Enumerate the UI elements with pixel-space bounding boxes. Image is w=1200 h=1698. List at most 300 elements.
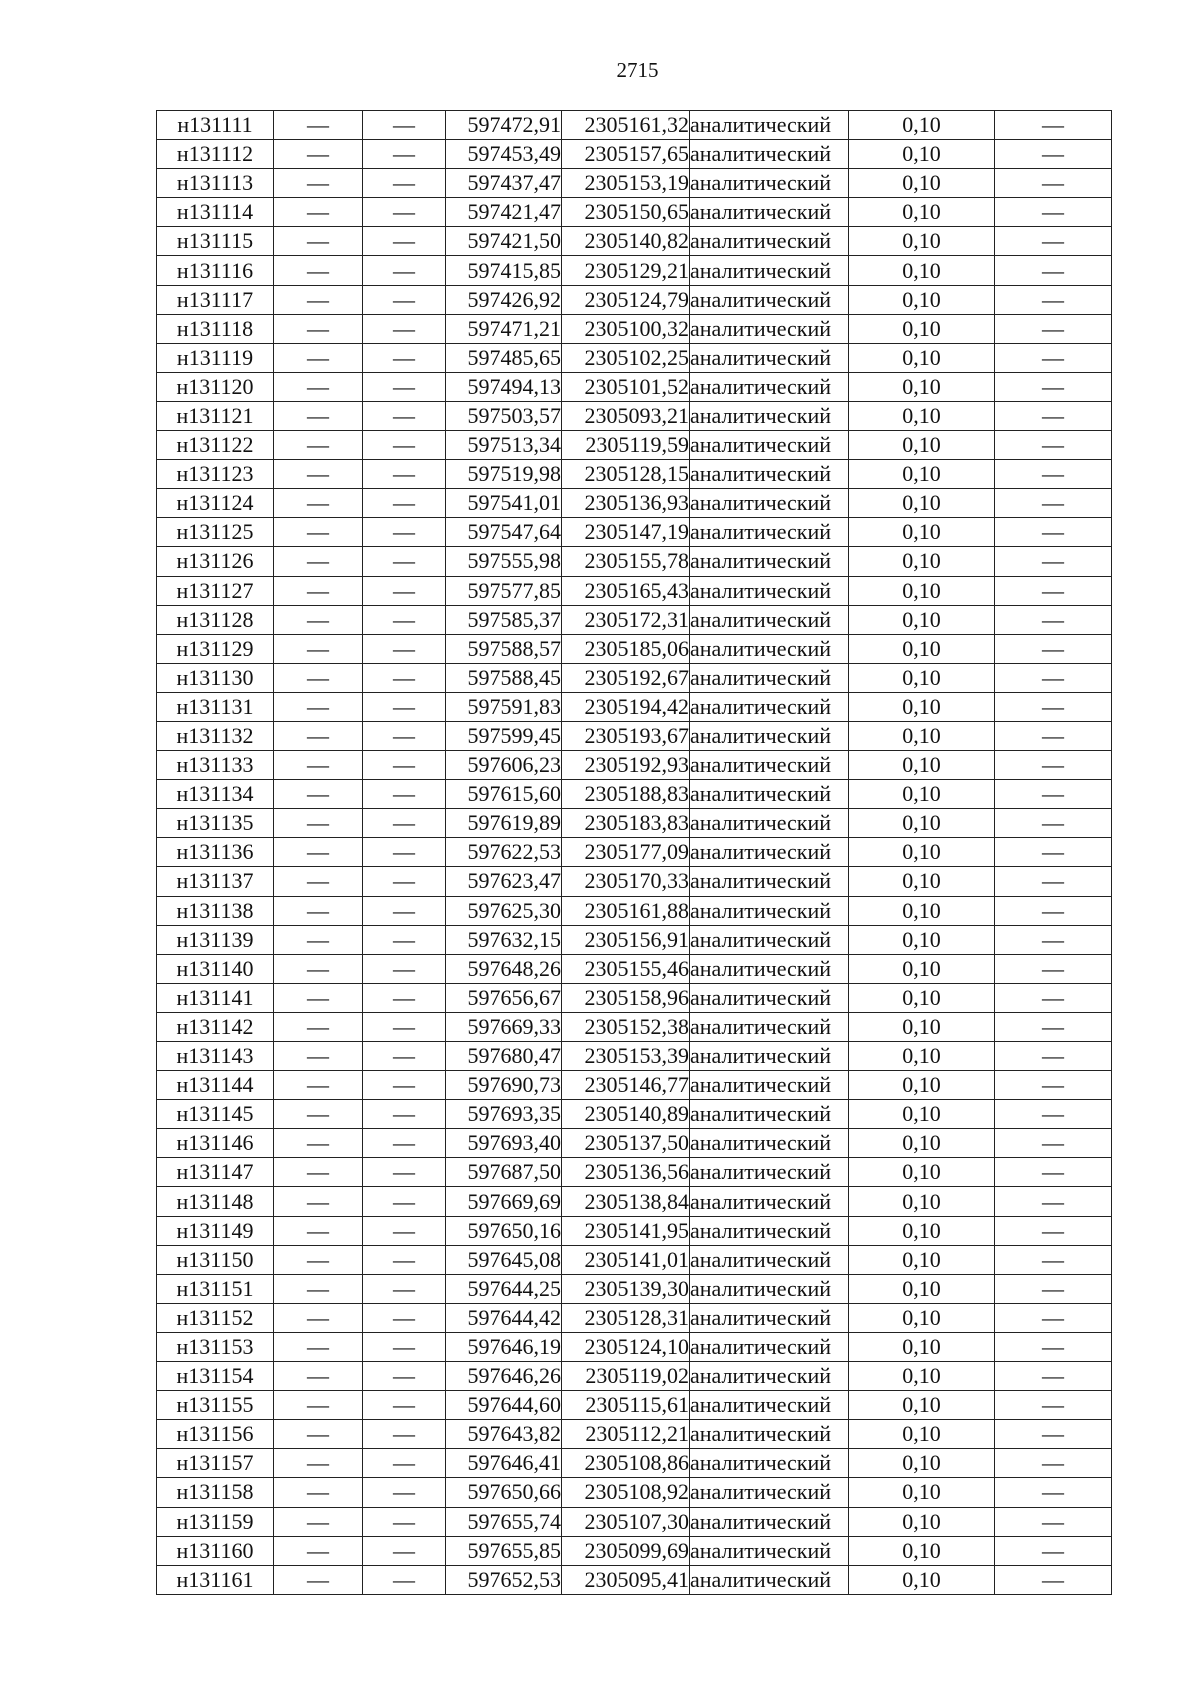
y-coordinate-cell xyxy=(562,605,690,634)
y-coordinate-text: 2305093,21 xyxy=(584,402,689,428)
empty-cell xyxy=(995,1158,1112,1187)
dash-mark: — xyxy=(307,490,329,516)
empty-cell xyxy=(363,401,446,430)
empty-cell xyxy=(274,1478,363,1507)
table-row xyxy=(157,431,1112,460)
table-row xyxy=(157,721,1112,750)
empty-cell xyxy=(995,1536,1112,1565)
accuracy-text: 0,10 xyxy=(902,752,941,778)
method-cell xyxy=(690,1129,849,1158)
accuracy-text: 0,10 xyxy=(902,112,941,138)
point-id-cell xyxy=(157,198,274,227)
empty-cell xyxy=(995,1391,1112,1420)
dash-mark: — xyxy=(393,461,415,487)
y-coordinate-cell xyxy=(562,1536,690,1565)
empty-cell xyxy=(363,1332,446,1361)
dash-mark: — xyxy=(393,1072,415,1098)
dash-mark: — xyxy=(307,1392,329,1418)
method-cell xyxy=(690,780,849,809)
dash-mark: — xyxy=(307,810,329,836)
empty-cell xyxy=(995,1042,1112,1071)
y-coordinate-text: 2305108,86 xyxy=(584,1450,689,1476)
method-text: аналитический xyxy=(690,286,832,312)
empty-cell xyxy=(274,1129,363,1158)
point-id-text: н131126 xyxy=(176,548,254,574)
x-coordinate-text: 597513,34 xyxy=(467,432,561,458)
y-coordinate-text: 2305099,69 xyxy=(584,1537,689,1563)
dash-mark: — xyxy=(1042,1246,1064,1272)
x-coordinate-cell xyxy=(446,1042,562,1071)
y-coordinate-cell xyxy=(562,634,690,663)
x-coordinate-cell xyxy=(446,1507,562,1536)
accuracy-text: 0,10 xyxy=(902,1101,941,1127)
y-coordinate-cell xyxy=(562,401,690,430)
point-id-cell xyxy=(157,227,274,256)
x-coordinate-cell xyxy=(446,1565,562,1594)
dash-mark: — xyxy=(307,1421,329,1447)
dash-mark: — xyxy=(393,548,415,574)
dash-mark: — xyxy=(307,1217,329,1243)
y-coordinate-cell xyxy=(562,111,690,140)
dash-mark: — xyxy=(307,839,329,865)
dash-mark: — xyxy=(393,1333,415,1359)
empty-cell xyxy=(274,867,363,896)
x-coordinate-text: 597687,50 xyxy=(467,1159,561,1185)
method-text: аналитический xyxy=(690,1013,832,1039)
accuracy-text: 0,10 xyxy=(902,723,941,749)
accuracy-text: 0,10 xyxy=(902,1363,941,1389)
point-id-text: н131119 xyxy=(176,344,254,370)
point-id-cell xyxy=(157,1129,274,1158)
y-coordinate-cell xyxy=(562,809,690,838)
method-text: аналитический xyxy=(690,199,832,225)
point-id-cell xyxy=(157,431,274,460)
dash-mark: — xyxy=(307,199,329,225)
method-text: аналитический xyxy=(690,1392,832,1418)
y-coordinate-text: 2305177,09 xyxy=(584,839,689,865)
point-id-cell xyxy=(157,983,274,1012)
method-cell xyxy=(690,227,849,256)
point-id-cell xyxy=(157,1274,274,1303)
dash-mark: — xyxy=(393,955,415,981)
dash-mark: — xyxy=(1042,606,1064,632)
x-coordinate-text: 597650,16 xyxy=(467,1217,561,1243)
y-coordinate-cell xyxy=(562,983,690,1012)
empty-cell xyxy=(274,1245,363,1274)
method-cell xyxy=(690,256,849,285)
y-coordinate-cell xyxy=(562,780,690,809)
x-coordinate-cell xyxy=(446,518,562,547)
method-cell xyxy=(690,838,849,867)
point-id-cell xyxy=(157,1478,274,1507)
y-coordinate-text: 2305128,31 xyxy=(584,1304,689,1330)
method-cell xyxy=(690,605,849,634)
empty-cell xyxy=(274,401,363,430)
x-coordinate-cell xyxy=(446,1129,562,1158)
x-coordinate-text: 597619,89 xyxy=(467,810,561,836)
empty-cell xyxy=(274,983,363,1012)
point-id-cell xyxy=(157,1332,274,1361)
x-coordinate-text: 597485,65 xyxy=(467,344,561,370)
point-id-cell xyxy=(157,634,274,663)
point-id-cell xyxy=(157,1071,274,1100)
empty-cell xyxy=(363,285,446,314)
x-coordinate-cell xyxy=(446,896,562,925)
x-coordinate-text: 597415,85 xyxy=(467,257,561,283)
accuracy-text: 0,10 xyxy=(902,170,941,196)
dash-mark: — xyxy=(307,781,329,807)
empty-cell xyxy=(995,169,1112,198)
y-coordinate-text: 2305161,32 xyxy=(584,112,689,138)
table-row xyxy=(157,489,1112,518)
point-id-text: н131157 xyxy=(176,1450,254,1476)
dash-mark: — xyxy=(393,1392,415,1418)
accuracy-text: 0,10 xyxy=(902,1421,941,1447)
x-coordinate-text: 597453,49 xyxy=(467,141,561,167)
x-coordinate-text: 597437,47 xyxy=(467,170,561,196)
y-coordinate-text: 2305152,38 xyxy=(584,1013,689,1039)
y-coordinate-text: 2305193,67 xyxy=(584,723,689,749)
method-cell xyxy=(690,896,849,925)
accuracy-cell xyxy=(849,460,995,489)
x-coordinate-text: 597615,60 xyxy=(467,781,561,807)
dash-mark: — xyxy=(1042,1159,1064,1185)
x-coordinate-text: 597669,33 xyxy=(467,1013,561,1039)
method-text: аналитический xyxy=(690,141,832,167)
method-cell xyxy=(690,1536,849,1565)
y-coordinate-text: 2305115,61 xyxy=(585,1392,689,1418)
dash-mark: — xyxy=(307,141,329,167)
y-coordinate-text: 2305101,52 xyxy=(584,373,689,399)
dash-mark: — xyxy=(393,1043,415,1069)
dash-mark: — xyxy=(1042,548,1064,574)
accuracy-text: 0,10 xyxy=(902,1304,941,1330)
method-cell xyxy=(690,1565,849,1594)
dash-mark: — xyxy=(307,955,329,981)
empty-cell xyxy=(995,518,1112,547)
empty-cell xyxy=(995,1274,1112,1303)
empty-cell xyxy=(363,227,446,256)
dash-mark: — xyxy=(393,781,415,807)
y-coordinate-text: 2305170,33 xyxy=(584,868,689,894)
y-coordinate-text: 2305146,77 xyxy=(584,1072,689,1098)
x-coordinate-cell xyxy=(446,751,562,780)
dash-mark: — xyxy=(393,519,415,545)
empty-cell xyxy=(363,751,446,780)
empty-cell xyxy=(995,896,1112,925)
empty-cell xyxy=(995,343,1112,372)
dash-mark: — xyxy=(1042,1043,1064,1069)
dash-mark: — xyxy=(393,1508,415,1534)
empty-cell xyxy=(995,692,1112,721)
empty-cell xyxy=(363,1391,446,1420)
point-id-cell xyxy=(157,751,274,780)
dash-mark: — xyxy=(393,693,415,719)
method-cell xyxy=(690,431,849,460)
point-id-cell xyxy=(157,1012,274,1041)
table-row xyxy=(157,1362,1112,1391)
dash-mark: — xyxy=(307,606,329,632)
table-row xyxy=(157,1449,1112,1478)
accuracy-cell xyxy=(849,605,995,634)
y-coordinate-text: 2305155,46 xyxy=(584,955,689,981)
dash-mark: — xyxy=(1042,1363,1064,1389)
method-text: аналитический xyxy=(690,519,832,545)
method-cell xyxy=(690,1420,849,1449)
dash-mark: — xyxy=(393,257,415,283)
accuracy-text: 0,10 xyxy=(902,1013,941,1039)
accuracy-text: 0,10 xyxy=(902,664,941,690)
y-coordinate-cell xyxy=(562,1187,690,1216)
table-row xyxy=(157,169,1112,198)
table-row xyxy=(157,1391,1112,1420)
y-coordinate-text: 2305119,59 xyxy=(585,432,689,458)
dash-mark: — xyxy=(393,664,415,690)
y-coordinate-text: 2305161,88 xyxy=(584,897,689,923)
empty-cell xyxy=(363,1274,446,1303)
dash-mark: — xyxy=(307,577,329,603)
dash-mark: — xyxy=(1042,664,1064,690)
y-coordinate-cell xyxy=(562,663,690,692)
dash-mark: — xyxy=(393,868,415,894)
empty-cell xyxy=(363,169,446,198)
x-coordinate-cell xyxy=(446,314,562,343)
accuracy-cell xyxy=(849,1012,995,1041)
point-id-cell xyxy=(157,343,274,372)
table-row xyxy=(157,547,1112,576)
x-coordinate-cell xyxy=(446,692,562,721)
method-cell xyxy=(690,663,849,692)
method-text: аналитический xyxy=(690,1275,832,1301)
table-row xyxy=(157,140,1112,169)
y-coordinate-text: 2305140,89 xyxy=(584,1101,689,1127)
empty-cell xyxy=(995,460,1112,489)
accuracy-cell xyxy=(849,1391,995,1420)
point-id-text: н131137 xyxy=(176,868,254,894)
table-row xyxy=(157,1012,1112,1041)
dash-mark: — xyxy=(393,315,415,341)
empty-cell xyxy=(363,692,446,721)
empty-cell xyxy=(995,1245,1112,1274)
y-coordinate-text: 2305150,65 xyxy=(584,199,689,225)
dash-mark: — xyxy=(393,1566,415,1592)
empty-cell xyxy=(363,1536,446,1565)
accuracy-text: 0,10 xyxy=(902,635,941,661)
empty-cell xyxy=(363,314,446,343)
x-coordinate-cell xyxy=(446,285,562,314)
point-id-cell xyxy=(157,780,274,809)
x-coordinate-cell xyxy=(446,372,562,401)
table-row xyxy=(157,256,1112,285)
dash-mark: — xyxy=(1042,344,1064,370)
empty-cell xyxy=(274,954,363,983)
point-id-cell xyxy=(157,314,274,343)
empty-cell xyxy=(363,1449,446,1478)
method-cell xyxy=(690,1187,849,1216)
empty-cell xyxy=(363,576,446,605)
table-row xyxy=(157,1071,1112,1100)
method-text: аналитический xyxy=(690,112,832,138)
y-coordinate-cell xyxy=(562,721,690,750)
method-cell xyxy=(690,372,849,401)
point-id-text: н131142 xyxy=(176,1013,254,1039)
y-coordinate-text: 2305188,83 xyxy=(584,781,689,807)
accuracy-text: 0,10 xyxy=(902,606,941,632)
empty-cell xyxy=(274,605,363,634)
dash-mark: — xyxy=(393,1537,415,1563)
x-coordinate-text: 597652,53 xyxy=(467,1566,561,1592)
point-id-cell xyxy=(157,1565,274,1594)
point-id-cell xyxy=(157,838,274,867)
dash-mark: — xyxy=(393,635,415,661)
y-coordinate-cell xyxy=(562,925,690,954)
y-coordinate-cell xyxy=(562,1303,690,1332)
accuracy-cell xyxy=(849,576,995,605)
accuracy-text: 0,10 xyxy=(902,810,941,836)
x-coordinate-cell xyxy=(446,227,562,256)
accuracy-text: 0,10 xyxy=(902,461,941,487)
accuracy-cell xyxy=(849,169,995,198)
empty-cell xyxy=(274,1507,363,1536)
empty-cell xyxy=(363,460,446,489)
y-coordinate-cell xyxy=(562,1274,690,1303)
x-coordinate-cell xyxy=(446,721,562,750)
empty-cell xyxy=(363,518,446,547)
empty-cell xyxy=(274,547,363,576)
x-coordinate-cell xyxy=(446,489,562,518)
x-coordinate-cell xyxy=(446,576,562,605)
table-row xyxy=(157,1100,1112,1129)
y-coordinate-cell xyxy=(562,489,690,518)
accuracy-text: 0,10 xyxy=(902,1275,941,1301)
method-text: аналитический xyxy=(690,1450,832,1476)
empty-cell xyxy=(363,489,446,518)
point-id-cell xyxy=(157,1420,274,1449)
dash-mark: — xyxy=(307,112,329,138)
accuracy-text: 0,10 xyxy=(902,1566,941,1592)
method-cell xyxy=(690,1100,849,1129)
x-coordinate-cell xyxy=(446,983,562,1012)
empty-cell xyxy=(995,867,1112,896)
x-coordinate-cell xyxy=(446,343,562,372)
x-coordinate-cell xyxy=(446,1071,562,1100)
x-coordinate-text: 597541,01 xyxy=(467,490,561,516)
table-row xyxy=(157,925,1112,954)
x-coordinate-text: 597656,67 xyxy=(467,984,561,1010)
dash-mark: — xyxy=(1042,1013,1064,1039)
dash-mark: — xyxy=(307,461,329,487)
table-row xyxy=(157,1536,1112,1565)
accuracy-text: 0,10 xyxy=(902,432,941,458)
method-text: аналитический xyxy=(690,170,832,196)
table-row xyxy=(157,1507,1112,1536)
y-coordinate-cell xyxy=(562,1449,690,1478)
x-coordinate-text: 597680,47 xyxy=(467,1043,561,1069)
y-coordinate-text: 2305138,84 xyxy=(584,1188,689,1214)
dash-mark: — xyxy=(393,1217,415,1243)
empty-cell xyxy=(363,547,446,576)
dash-mark: — xyxy=(1042,1188,1064,1214)
dash-mark: — xyxy=(393,286,415,312)
x-coordinate-cell xyxy=(446,1100,562,1129)
empty-cell xyxy=(995,1362,1112,1391)
point-id-text: н131161 xyxy=(176,1566,254,1592)
empty-cell xyxy=(995,314,1112,343)
accuracy-text: 0,10 xyxy=(902,1217,941,1243)
method-cell xyxy=(690,198,849,227)
table-row xyxy=(157,663,1112,692)
empty-cell xyxy=(274,1391,363,1420)
dash-mark: — xyxy=(307,752,329,778)
y-coordinate-cell xyxy=(562,751,690,780)
empty-cell xyxy=(363,1158,446,1187)
dash-mark: — xyxy=(1042,170,1064,196)
x-coordinate-text: 597577,85 xyxy=(467,577,561,603)
method-text: аналитический xyxy=(690,955,832,981)
table-row xyxy=(157,838,1112,867)
y-coordinate-text: 2305108,92 xyxy=(584,1479,689,1505)
method-text: аналитический xyxy=(690,839,832,865)
accuracy-text: 0,10 xyxy=(902,1537,941,1563)
empty-cell xyxy=(274,1042,363,1071)
method-cell xyxy=(690,634,849,663)
y-coordinate-text: 2305095,41 xyxy=(584,1566,689,1592)
y-coordinate-text: 2305183,83 xyxy=(584,810,689,836)
dash-mark: — xyxy=(1042,315,1064,341)
method-text: аналитический xyxy=(690,315,832,341)
empty-cell xyxy=(274,692,363,721)
empty-cell xyxy=(363,634,446,663)
point-id-text: н131131 xyxy=(176,693,254,719)
empty-cell xyxy=(274,343,363,372)
dash-mark: — xyxy=(393,1188,415,1214)
accuracy-text: 0,10 xyxy=(902,1508,941,1534)
method-cell xyxy=(690,1507,849,1536)
accuracy-cell xyxy=(849,751,995,780)
point-id-text: н131136 xyxy=(176,839,254,865)
accuracy-cell xyxy=(849,198,995,227)
empty-cell xyxy=(274,518,363,547)
x-coordinate-cell xyxy=(446,1420,562,1449)
dash-mark: — xyxy=(1042,1304,1064,1330)
y-coordinate-cell xyxy=(562,1216,690,1245)
empty-cell xyxy=(363,1565,446,1594)
y-coordinate-cell xyxy=(562,372,690,401)
method-text: аналитический xyxy=(690,490,832,516)
y-coordinate-text: 2305102,25 xyxy=(584,344,689,370)
x-coordinate-cell xyxy=(446,198,562,227)
point-id-text: н131139 xyxy=(176,926,254,952)
empty-cell xyxy=(995,547,1112,576)
point-id-text: н131144 xyxy=(176,1072,254,1098)
accuracy-text: 0,10 xyxy=(902,1130,941,1156)
x-coordinate-cell xyxy=(446,867,562,896)
accuracy-cell xyxy=(849,1216,995,1245)
dash-mark: — xyxy=(1042,1566,1064,1592)
method-cell xyxy=(690,1362,849,1391)
method-text: аналитический xyxy=(690,1130,832,1156)
y-coordinate-text: 2305128,15 xyxy=(584,461,689,487)
dash-mark: — xyxy=(307,1072,329,1098)
y-coordinate-text: 2305107,30 xyxy=(584,1508,689,1534)
accuracy-text: 0,10 xyxy=(902,1479,941,1505)
point-id-text: н131150 xyxy=(176,1246,254,1272)
empty-cell xyxy=(363,1100,446,1129)
dash-mark: — xyxy=(1042,112,1064,138)
dash-mark: — xyxy=(393,1159,415,1185)
method-cell xyxy=(690,1158,849,1187)
method-text: аналитический xyxy=(690,1479,832,1505)
